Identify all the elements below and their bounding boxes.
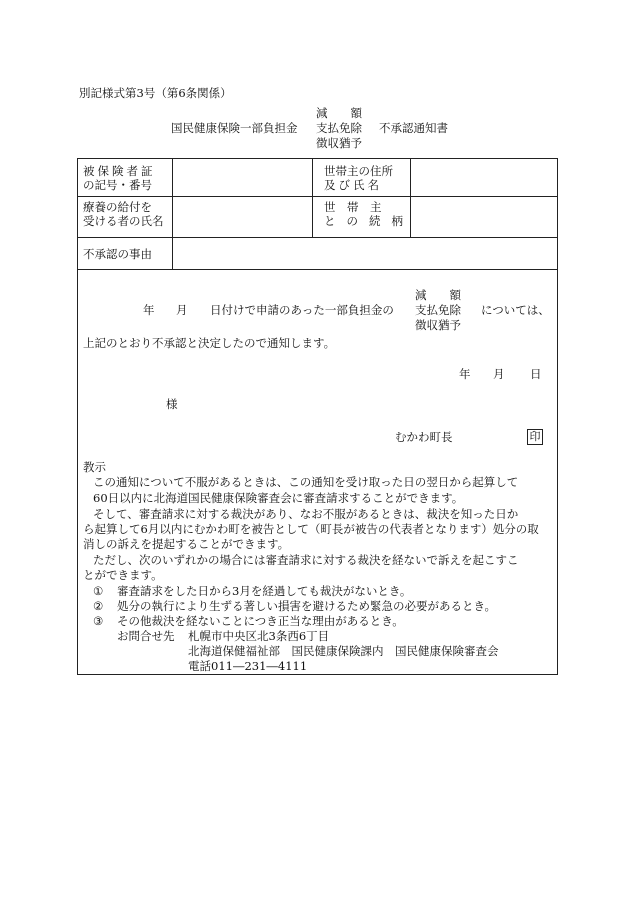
notice-line: 消しの訴えを提起することができます。 [83,537,290,551]
title-option-deferral: 徴収猶予 [316,136,362,150]
title-option-reduction: 減 額 [316,106,362,120]
recipient-label-2: 受ける者の氏名 [83,214,164,228]
contact-address: 札幌市中央区北3条西6丁目 [188,629,330,643]
date-month: 月 [493,367,505,381]
notice-line: この通知について不服があるときは、この通知を受け取った日の翌日から起算して [93,475,519,489]
notice-line: ただし、次のいずれかの場合には審査請求に対する裁決を経ないで訴えを起こすこ [93,553,519,567]
notice-line: とができます。 [83,568,163,582]
householder-label: 世帯主の住所 [324,164,393,178]
body-sentence-2: については、 [481,303,550,317]
householder-label-2: 及び氏名 [324,178,382,192]
body-option-exemption: 支払免除 [415,303,461,317]
notice-item-number: ② [93,599,104,613]
date-day: 日 [530,367,542,381]
insured-id-label-2: の記号・番号 [83,178,152,192]
date-year: 年 [459,367,471,381]
title-option-exemption: 支払免除 [316,121,362,135]
body-option-reduction: 減 額 [415,288,461,302]
notice-line: ら起算して6月以内にむかわ町を被告として（町長が被告の代表者となります）処分の取 [83,522,539,536]
body-option-deferral: 徴収猶予 [415,318,461,332]
addressee-suffix: 様 [166,397,178,411]
contact-label: お問合せ先 [117,629,175,643]
body-year: 年 [143,303,155,317]
notice-line: そして、審査請求に対する裁決があり、なお不服があるときは、裁決を知った日か [93,507,519,521]
notice-item-text: 審査請求をした日から3月を経過しても裁決がないとき。 [117,584,412,598]
contact-office: 北海道保健福祉部 国民健康保険課内 国民健康保険審査会 [188,644,499,658]
form-number: 別記様式第3号（第6条関係） [79,86,232,100]
body-sentence-line-2: 上記のとおり不承認と決定したので通知します。 [83,336,336,350]
issuer: むかわ町長 [395,430,453,444]
notice-item-text: その他裁決を経ないことにつき正当な理由があるとき。 [117,614,404,628]
notice-line: 60日以内に北海道国民健康保険審査会に審査請求することができます。 [93,491,464,505]
reason-label: 不承認の事由 [83,247,152,261]
title-suffix: 不承認通知書 [379,121,448,135]
recipient-label: 療養の給付を [83,200,152,214]
insured-id-label: 被保険者証 [83,164,156,178]
body-month: 月 [176,303,188,317]
notice-heading: 教示 [83,460,106,474]
seal-stamp: 印 [527,429,543,445]
notice-item-number: ① [93,584,104,598]
body-sentence-1: 日付けで申請のあった一部負担金の [210,303,394,317]
relationship-label: 世 帯 主 [324,200,382,214]
contact-phone: 電話011―231―4111 [188,659,308,673]
notice-item-text: 処分の執行により生ずる著しい損害を避けるため緊急の必要があるとき。 [117,599,497,613]
notice-item-number: ③ [93,614,104,628]
title-prefix: 国民健康保険一部負担金 [171,121,298,135]
relationship-label-2: との続柄 [324,214,414,228]
